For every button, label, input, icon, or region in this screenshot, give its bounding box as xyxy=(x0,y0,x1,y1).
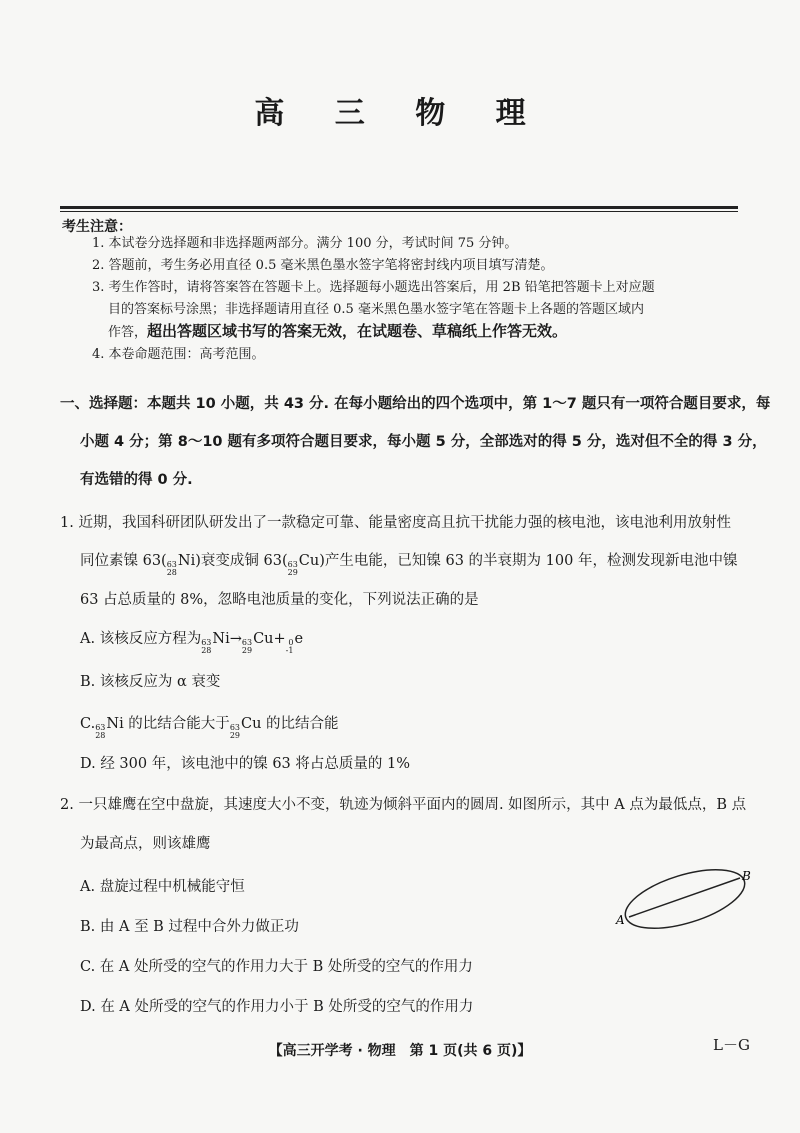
section-heading-line2: 小题 4 分；第 8～10 题有多项符合题目要求，每小题 5 分，全部选对的得 5 分，选对但不全的得 3 分， xyxy=(80,434,767,450)
notice-answer-text: 作答， xyxy=(108,325,148,340)
q1-opt-c-text: Ni 的比结合能大于 xyxy=(106,716,230,732)
cu-isotope-c xyxy=(230,724,240,740)
q2-stem-line1: 2. 一只雄鹰在空中盘旋，其速度大小不变，轨迹为倾斜平面内的圆周. 如图所示，其中 A 点为最低点，B 点 xyxy=(60,797,747,813)
q2-stem-line2: 为最高点，则该雄鹰 xyxy=(80,836,211,852)
q1-stem-line1: 1. 近期，我国科研团队研发出了一款稳定可靠、能量密度高且抗干扰能力强的核电池，该电池利用放射性 xyxy=(60,515,731,531)
q2-option-a: A. 盘旋过程中机械能守恒 xyxy=(80,879,245,895)
q1-opt-a-text: A. 该核反应方程为 xyxy=(80,631,202,647)
divider-thin xyxy=(60,211,738,212)
q1-opt-a-ni: Ni→ xyxy=(212,631,242,647)
q1-opt-c-end: Cu 的比结合能 xyxy=(241,716,339,732)
q1-text-c: Cu)产生电能，已知镍 63 的半衰期为 100 年，检测发现新电池中镍 xyxy=(298,553,738,569)
page-title: 高 三 物 理 xyxy=(254,96,546,131)
q2-option-c: C. 在 A 处所受的空气的作用力大于 B 处所受的空气的作用力 xyxy=(80,959,473,975)
cu-mass-a: 63 xyxy=(241,638,253,647)
cu-isotope-a xyxy=(242,639,252,655)
section-heading-line1: 一、选择题：本题共 10 小题，共 43 分. 在每小题给出的四个选项中，第 1～7 题只有一项符合题目要求，每 xyxy=(60,396,771,412)
point-b-label: B xyxy=(742,869,751,883)
notice-item-1: 1. 本试卷分选择题和非选择题两部分。满分 100 分，考试时间 75 分钟。 xyxy=(92,236,518,251)
ni-isotope-a xyxy=(201,639,211,655)
notice-item-3: 3. 考生作答时，请将答案答在答题卡上。选择题每小题选出答案后，用 2B 铅笔把答题卡上对应题 xyxy=(92,280,655,295)
divider-thick xyxy=(60,206,738,209)
cu-z-c: 29 xyxy=(229,731,240,740)
q1-option-b: B. 该核反应为 α 衰变 xyxy=(80,674,221,690)
point-a-label: A xyxy=(616,913,625,927)
q1-option-a xyxy=(80,627,303,655)
eagle-orbit-figure xyxy=(612,866,762,936)
e-z-a: -1 xyxy=(285,646,294,655)
cu-mass-c: 63 xyxy=(229,723,240,732)
page-footer: 【高三开学考 · 物理 第 1 页(共 6 页)】 xyxy=(268,1043,532,1059)
e-mass-a: 0 xyxy=(288,638,294,647)
q1-opt-a-e: e xyxy=(294,631,304,647)
ni-isotope xyxy=(167,561,177,577)
q1-option-d: D. 经 300 年，该电池中的镍 63 将占总质量的 1% xyxy=(80,756,411,772)
q1-opt-a-cu: Cu+ xyxy=(253,631,286,647)
notice-emphasis: 超出答题区域书写的答案无效，在试题卷、草稿纸上作答无效。 xyxy=(147,322,568,340)
ni-mass-a: 63 xyxy=(201,638,212,647)
notice-item-2: 2. 答题前，考生务必用直径 0.5 毫米黑色墨水签字笔将密封线内项目填写清楚。 xyxy=(92,258,554,273)
ni-z-a: 28 xyxy=(201,646,212,655)
ni-isotope-c xyxy=(95,724,105,740)
q2-option-d: D. 在 A 处所受的空气的作用力小于 B 处所受的空气的作用力 xyxy=(80,999,474,1015)
ni-mass-c: 63 xyxy=(95,723,106,732)
q1-text-a: 同位素镍 63( xyxy=(80,553,167,569)
cu-z-a: 29 xyxy=(241,646,253,655)
notice-heading: 考生注意： xyxy=(62,219,132,235)
ni-z: 28 xyxy=(166,568,177,577)
q1-opt-c-label: C. xyxy=(80,716,96,732)
cu-isotope xyxy=(288,561,298,577)
cu-mass: 63 xyxy=(287,560,298,569)
section-heading-line3: 有选错的得 0 分. xyxy=(80,472,193,488)
q2-option-b: B. 由 A 至 B 过程中合外力做正功 xyxy=(80,919,299,935)
paper-code: L－G xyxy=(713,1036,750,1054)
notice-item-3-cont2 xyxy=(108,320,768,344)
q1-stem-line2 xyxy=(80,549,737,577)
orbit-ellipse xyxy=(619,866,752,936)
notice-item-4: 4. 本卷命题范围：高考范围。 xyxy=(92,347,265,362)
orbit-diameter xyxy=(629,878,740,917)
cu-z: 29 xyxy=(287,568,298,577)
q1-option-c xyxy=(80,712,339,740)
q1-stem-line3: 63 占总质量的 8%，忽略电池质量的变化，下列说法正确的是 xyxy=(80,592,479,608)
e-isotope-a xyxy=(286,639,294,655)
ni-mass: 63 xyxy=(166,560,177,569)
notice-item-3-cont: 目的答案标号涂黑；非选择题请用直径 0.5 毫米黑色墨水签字笔在答题卡上各题的答题区域内 xyxy=(108,302,644,317)
q1-text-b: Ni)衰变成铜 63( xyxy=(177,553,288,569)
ni-z-c: 28 xyxy=(95,731,106,740)
